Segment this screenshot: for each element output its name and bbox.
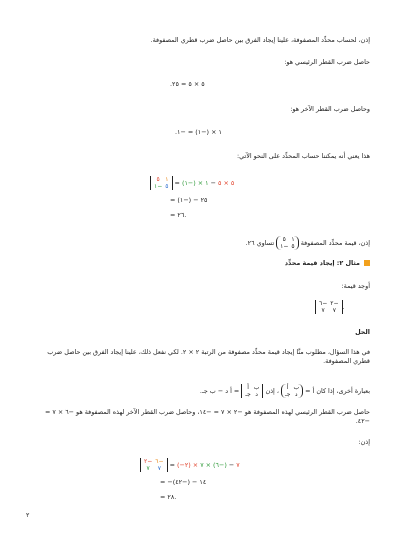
text-line: إذن، لحساب محدِّد المصفوفة، علينا إيجاد الفرق بين حاصل ضرب قطري المصفوفة. xyxy=(150,36,370,44)
question-matrix: ٦− ٧ ٢− ٧ . xyxy=(315,300,345,314)
example-title xyxy=(285,259,370,268)
text-span: تساوي ٢٦. xyxy=(245,239,275,247)
matrix xyxy=(241,384,263,398)
text-span: ، إذن xyxy=(265,387,279,395)
paragraph: في هذا السؤال، مطلوب منَّا إيجاد قيمة محدِّد مصفوفة من الرتبة ٢ × ٢. لكي نفعل ذلك، علينا إيجاد الفرق بين حاصل ضرب قطري المصفوفة. xyxy=(47,348,370,365)
matrix-cell: جـ xyxy=(284,391,291,398)
matrix xyxy=(315,300,343,314)
product-term: ٥ × ٥ xyxy=(218,179,235,187)
equation: = −١٤ − (−٤٢) xyxy=(160,478,207,486)
product-term: (−٢) × ٧ xyxy=(176,461,240,469)
text-line: هذا يعني أنه يمكننا حساب المحدِّد على النحو الآتي: xyxy=(236,152,370,160)
matrix-cell: ب xyxy=(253,384,260,391)
matrix-cell: ٥ xyxy=(291,243,295,250)
matrix-cell: ٧ xyxy=(321,307,325,314)
matrix-cell: ١− xyxy=(154,183,163,190)
determinant-expression: ٥ ١− ١ ٥ = ٥ × ٥ − ١ × (−١) xyxy=(150,176,234,190)
text-line: وحاصل ضرب القطر الآخر هو: xyxy=(290,105,370,113)
paragraph: حاصل ضرب القطر الرئيسي لهذه المصفوفة هو −٢ × ٧ = −١٤، وحاصل ضرب القطر الآخر لهذه المصفوفة هو −٦ × ٧ = −٤٢. xyxy=(44,408,370,425)
text-span: إذن، قيمة محدِّد المصفوفة xyxy=(300,239,370,247)
matrix-cell: ٥ xyxy=(156,176,160,183)
equation: ٥ × ٥ = ٢٥. xyxy=(170,80,205,88)
example-title-text: مثال ٢: إيجاد قيمة محدِّد xyxy=(284,259,360,267)
solution-heading: الحل xyxy=(355,328,370,336)
matrix xyxy=(140,458,168,472)
matrix-cell: أ xyxy=(286,384,289,391)
matrix-cell: ٧ xyxy=(157,465,162,472)
matrix-cell: أ xyxy=(247,384,249,391)
matrix-cell: جـ xyxy=(245,391,251,398)
text-line xyxy=(246,236,370,250)
matrix-cell: ٢− xyxy=(144,458,153,465)
text-span: = أ د − ب جـ. xyxy=(199,387,240,395)
text-span: بعبارة أخرى، إذا كان أ = xyxy=(305,387,370,395)
matrix-cell: ٢− xyxy=(330,300,339,307)
equation: ١ × (−١) = −١. xyxy=(175,128,222,136)
product-term: (−٦) × ٧ xyxy=(200,461,227,469)
matrix-cell: ٧ xyxy=(332,307,337,314)
matrix-cell: ٥ xyxy=(165,183,169,190)
equation: = ٢٨. xyxy=(160,493,177,501)
matrix-cell: ١ xyxy=(165,176,169,183)
text-line: حاصل ضرب القطر الرئيسي هو: xyxy=(284,58,370,66)
matrix-cell: ب xyxy=(293,384,300,391)
matrix-cell: ١− xyxy=(280,243,289,250)
matrix xyxy=(150,176,173,190)
matrix-cell: ٧ xyxy=(146,465,150,472)
square-bullet-icon xyxy=(364,260,370,266)
equation: = ٢٦. xyxy=(170,211,187,219)
matrix-cell: ٦− xyxy=(319,300,328,307)
determinant-expression: ٢− ٧ ٦− ٧ = (−٢) × ٧ − (−٦) × ٧ xyxy=(140,458,240,472)
matrix-cell: د xyxy=(255,391,258,398)
matrix-cell: ١ xyxy=(291,236,295,243)
matrix xyxy=(276,236,299,250)
matrix-cell: ٦− xyxy=(155,458,164,465)
text-line: أوجد قيمة: xyxy=(341,282,370,290)
matrix xyxy=(281,384,303,398)
matrix-cell: د xyxy=(294,391,298,398)
equation: = ٢٥ − (−١) xyxy=(170,196,208,204)
product-term: ١ × (−١) xyxy=(181,179,209,187)
page-number: ٢ xyxy=(26,511,30,519)
matrix-cell: ٥ xyxy=(282,236,286,243)
text-line: إذن: xyxy=(358,438,370,446)
text-line xyxy=(200,384,370,398)
